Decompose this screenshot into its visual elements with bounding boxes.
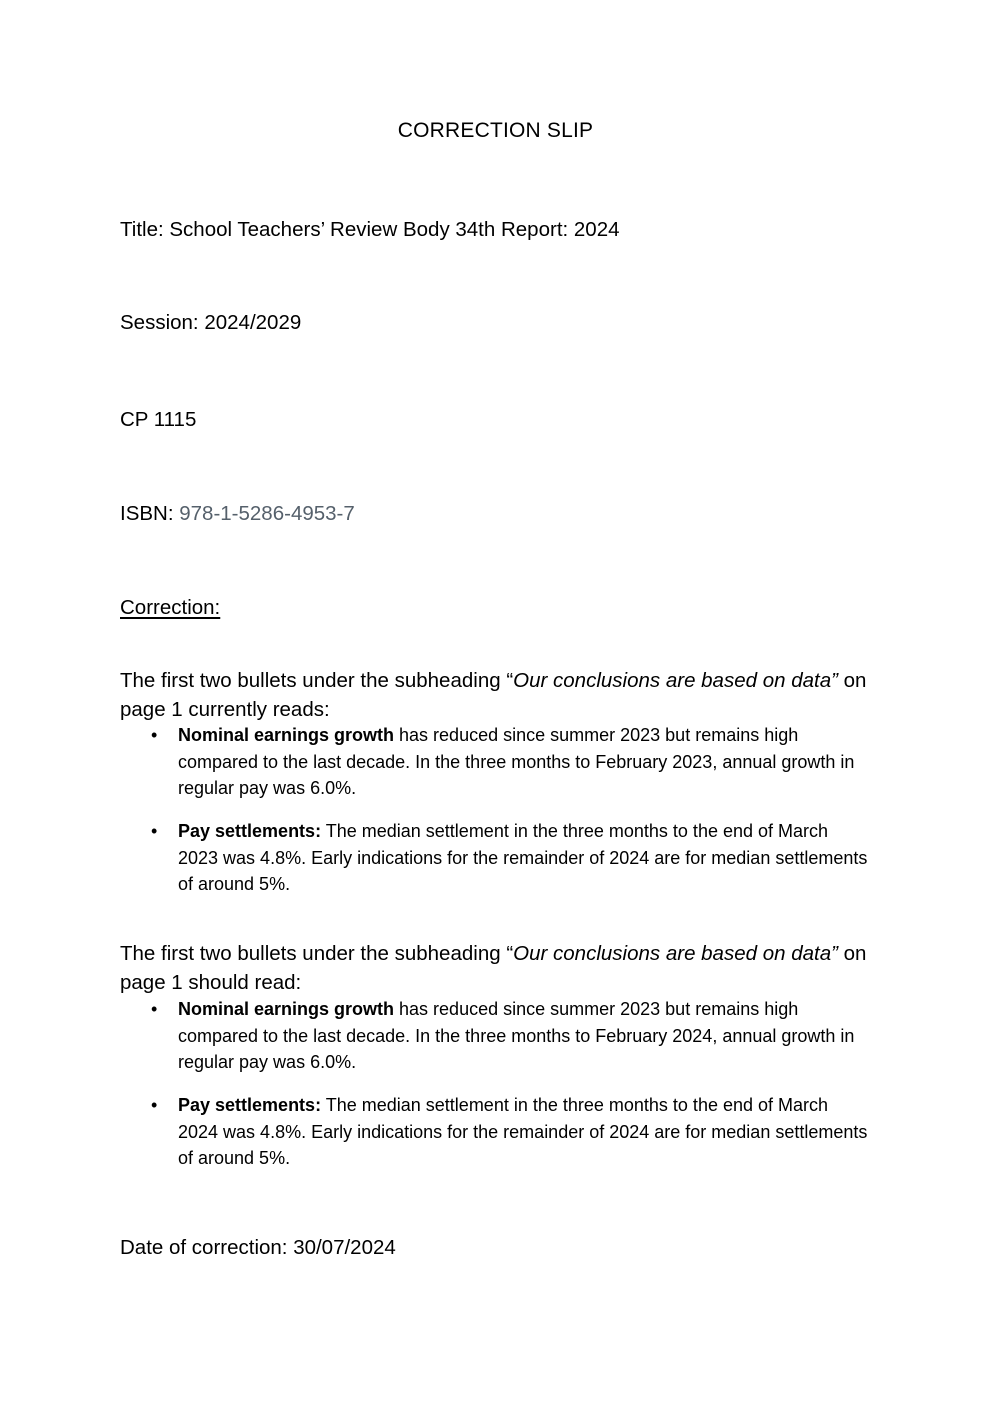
metadata-session-line — [120, 310, 301, 336]
list-item — [120, 1092, 872, 1172]
list-item — [120, 722, 872, 802]
bullet-lead-in: Pay settlements: — [178, 1094, 322, 1115]
bullet-body-text: has reduced since summer 2023 but remains high compared to the last decade. In the three months to February 2023, annual growth in regular pay was 6.0%. — [178, 725, 855, 799]
bullet-lead-in: Nominal earnings growth — [178, 725, 395, 745]
metadata-session-value: 2024/2029 — [204, 311, 302, 334]
corrected-text-bullet-list — [120, 996, 872, 1172]
current-text-bullet-list — [120, 722, 872, 898]
bullet-body-text: The median settlement in the three months to the end of March 2024 was 4.8%. Early indications for the remainder of 2024 are for median settlements of around 5%. — [178, 1094, 868, 1169]
list-item — [120, 996, 872, 1076]
metadata-isbn-value: 978-1-5286-4953-7 — [179, 502, 355, 525]
metadata-isbn-label: ISBN: — [120, 502, 174, 525]
bullet-dot-icon: • — [151, 725, 158, 745]
bullet-lead-in: Nominal earnings growth — [178, 999, 395, 1019]
metadata-title-label: Title: — [120, 218, 164, 241]
metadata-title-value: School Teachers’ Review Body 34th Report: 2024 — [169, 218, 620, 241]
metadata-title-line — [120, 217, 620, 243]
metadata-cp-line — [120, 407, 196, 433]
intro-after-text: on page 1 currently reads: — [120, 668, 867, 721]
intro-subheading-quote: Our conclusions are based on data” — [513, 941, 838, 965]
intro-before-text: The first two bullets under the subheading “ — [120, 668, 514, 692]
metadata-isbn-line — [120, 501, 355, 527]
bullet-dot-icon: • — [151, 1094, 158, 1115]
bullet-body-text: The median settlement in the three months to the end of March 2023 was 4.8%. Early indications for the remainder of 2024 are for median settlements of around 5%. — [178, 820, 868, 895]
bullet-lead-in: Pay settlements: — [178, 820, 322, 841]
bullet-body-text: has reduced since summer 2023 but remains high compared to the last decade. In the three months to February 2024, annual growth in regular pay was 6.0%. — [178, 999, 855, 1073]
intro-subheading-quote: Our conclusions are based on data” — [513, 668, 838, 692]
correction-heading: Correction: — [120, 596, 221, 619]
bullet-dot-icon: • — [151, 999, 158, 1019]
intro-after-text: on page 1 should read: — [120, 941, 867, 994]
date-of-correction: Date of correction: 30/07/2024 — [120, 1236, 396, 1259]
metadata-cp-value: CP 1115 — [120, 408, 197, 431]
current-text-intro-paragraph — [120, 666, 872, 724]
metadata-session-label: Session: — [120, 311, 199, 334]
bullet-dot-icon: • — [151, 820, 158, 841]
intro-before-text: The first two bullets under the subheading “ — [120, 941, 514, 965]
list-item — [120, 818, 872, 898]
corrected-text-intro-paragraph — [120, 939, 872, 997]
page-title: CORRECTION SLIP — [397, 119, 594, 142]
